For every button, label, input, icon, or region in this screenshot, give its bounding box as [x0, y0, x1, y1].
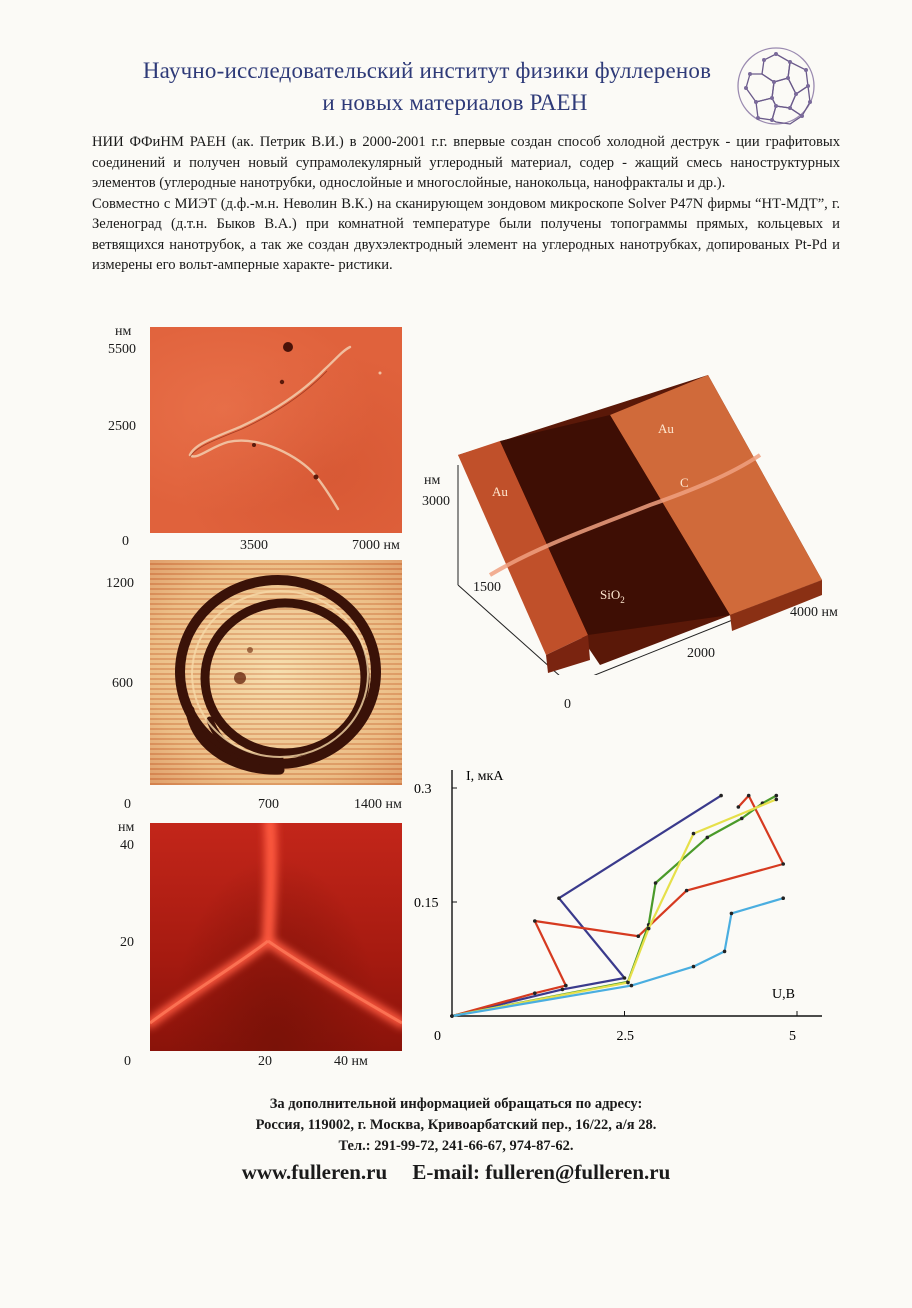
x-tick-label: 5	[789, 1029, 796, 1044]
label-au-right: Au	[658, 421, 674, 436]
panel3d-y-tick-mid: 1500	[473, 580, 501, 595]
panel3-x-tick-end: 40 нм	[334, 1054, 368, 1069]
panel1-x-tick-end: 7000 нм	[352, 538, 400, 553]
series-line-0	[452, 796, 721, 1016]
topography-3d-image	[450, 355, 830, 675]
panel1-y-tick-top: 5500	[108, 342, 136, 357]
panel3d-unit-label: нм	[424, 473, 441, 488]
series-point-1	[637, 934, 641, 938]
y-tick-label: 0.15	[414, 896, 439, 911]
series-point-4	[730, 912, 734, 916]
series-point-0	[557, 896, 561, 900]
panel3d-origin-label: 0	[564, 697, 571, 712]
panel2-y-tick-mid: 600	[112, 676, 133, 691]
series-point-4	[630, 984, 634, 988]
intro-text	[92, 132, 840, 276]
panel3-y-tick-top: 40	[120, 838, 134, 853]
series-point-1	[747, 794, 751, 798]
branching-nanotube-image	[150, 823, 402, 1051]
page-subtitle: и новых материалов РАЕН	[322, 90, 588, 115]
nanoring-image	[150, 560, 402, 785]
footer-address: Россия, 119002, г. Москва, Кривоарбатский пер., 16/22, а/я 28.	[255, 1117, 657, 1133]
panel3-origin-label: 0	[124, 1054, 131, 1069]
series-point-4	[450, 1014, 454, 1018]
fullerene-logo-icon	[730, 40, 822, 132]
label-au-left: Au	[492, 484, 508, 499]
website-link[interactable]: www.fulleren.ru	[241, 1160, 388, 1184]
series-point-1	[781, 862, 785, 866]
panel3d-y-tick-top: 3000	[422, 494, 450, 509]
panel3d-x-tick-end: 4000 нм	[790, 605, 838, 620]
panel3-y-tick-mid: 20	[120, 935, 134, 950]
page-title: Научно-исследовательский институт физики фуллеренов	[142, 58, 712, 83]
series-line-4	[452, 898, 783, 1016]
series-point-3	[692, 832, 696, 836]
footer-weblinks	[0, 1160, 912, 1185]
series-point-0	[561, 988, 565, 992]
series-point-3	[775, 798, 779, 802]
series-line-2	[452, 796, 776, 1016]
y-axis-label: I, мкА	[466, 769, 504, 784]
panel2-x-tick-end: 1400 нм	[354, 797, 402, 812]
footer-contact-line: За дополнительной информацией обращаться по адресу:	[269, 1096, 643, 1112]
y-tick-label: 0.3	[414, 782, 432, 797]
panel1-y-tick-mid: 2500	[108, 419, 136, 434]
series-point-1	[685, 889, 689, 893]
series-point-4	[723, 950, 727, 954]
panel2-x-tick-mid: 700	[258, 797, 279, 812]
panel2-y-tick-top: 1200	[106, 576, 134, 591]
label-sio2: SiO$_2$	[600, 587, 625, 605]
series-point-2	[740, 817, 744, 821]
intro-paragraph-2: Совместно с МИЭТ (д.ф.-м.н. Неволин В.К.) на сканирующем зондовом микроскопе Solver P47N фирмы “НТ-МДТ”, г. Зеленоград (д.т.н. Быков В.А.) при комнатной температуре были получены топограммы прямых, кольцевых и ветвящихся нанотрубок, а так же создан двухэлектродный элемент на углеродных нанотрубках, допированых Pt-Pd и измерены его вольт-амперные характе- ристики.	[92, 195, 840, 273]
panel3d-x-tick-mid: 2000	[687, 646, 715, 661]
panel1-origin-label: 0	[122, 534, 129, 549]
series-point-0	[719, 794, 723, 798]
panel1-unit-label: нм	[115, 324, 132, 339]
series-point-2	[654, 881, 658, 885]
email-link[interactable]: E-mail: fulleren@fulleren.ru	[412, 1160, 671, 1184]
series-point-1	[533, 991, 537, 995]
series-point-3	[626, 981, 630, 985]
series-point-4	[781, 896, 785, 900]
straight-nanotube-image	[150, 327, 402, 533]
iv-chart	[410, 760, 830, 1045]
series-point-3	[647, 927, 651, 931]
x-tick-label: 2.5	[616, 1029, 634, 1044]
panel1-x-tick-mid: 3500	[240, 538, 268, 553]
label-c: C	[680, 475, 689, 490]
series-point-4	[692, 965, 696, 969]
series-point-0	[623, 976, 627, 980]
series-point-1	[737, 805, 741, 809]
series-point-2	[775, 794, 779, 798]
series-point-1	[533, 919, 537, 923]
x-tick-label: 0	[434, 1029, 441, 1044]
series-point-2	[706, 836, 710, 840]
panel2-origin-label: 0	[124, 797, 131, 812]
intro-paragraph-1: НИИ ФФиНМ РАЕН (ак. Петрик В.И.) в 2000-2001 г.г. впервые создан способ холодной деструк - ции графитовых соединений и получен новый супрамолекулярный углеродный материал, содер - жащий смесь наноструктурных элементов (углеродные нанотрубки, однослойные и многослойные, нанокольца, нанофракталы и др.).	[92, 134, 840, 191]
panel3-x-tick-mid: 20	[258, 1054, 272, 1069]
footer-phone: Тел.: 291-99-72, 241-66-67, 974-87-62.	[338, 1138, 574, 1154]
x-axis-label: U,B	[772, 987, 795, 1002]
panel3-unit-label: нм	[118, 820, 135, 835]
series-point-1	[564, 984, 568, 988]
